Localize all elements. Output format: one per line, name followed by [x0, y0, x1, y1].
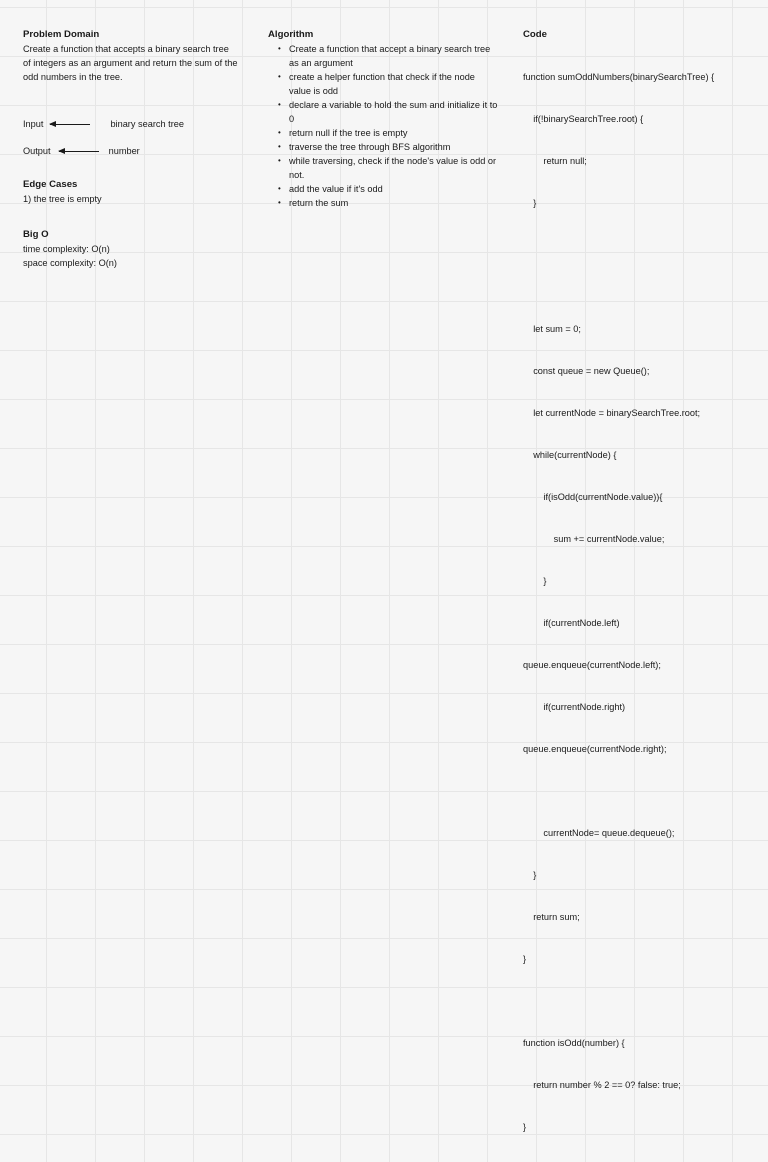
edge-cases-heading: Edge Cases — [23, 179, 78, 190]
algorithm-step: • create a helper function that check if the node value is odd — [268, 70, 498, 98]
code-line: if(currentNode.right) — [523, 702, 626, 712]
algorithm-section — [268, 28, 498, 210]
code-line: if(!binarySearchTree.root) { — [523, 114, 644, 124]
code-line: function isOdd(number) { — [523, 1038, 625, 1048]
time-complexity: time complexity: O(n) — [23, 244, 110, 254]
code-line — [523, 238, 763, 252]
input-value: binary search tree — [110, 119, 184, 129]
output-arrow — [59, 151, 99, 152]
code-line: } — [523, 1122, 527, 1132]
problem-domain-section — [23, 28, 238, 84]
big-o-heading: Big O — [23, 229, 49, 240]
problem-domain-heading: Problem Domain — [23, 29, 100, 40]
code-line: function sumOddNumbers(binarySearchTree) { — [523, 72, 715, 82]
code-block — [523, 42, 763, 1162]
output-value: number — [108, 146, 140, 156]
space-complexity: space complexity: O(n) — [23, 258, 117, 268]
code-line — [523, 280, 763, 294]
code-line: queue.enqueue(currentNode.right); — [523, 744, 667, 754]
code-line: if(isOdd(currentNode.value)){ — [523, 492, 663, 502]
input-row — [23, 117, 184, 131]
code-line: sum += currentNode.value; — [523, 534, 665, 544]
algorithm-heading: Algorithm — [268, 29, 314, 40]
code-line: } — [523, 954, 527, 964]
edge-cases-section — [23, 178, 238, 206]
problem-description: Create a function that accepts a binary search tree of integers as an argument and return the sum of the odd numbers in the tree. — [23, 44, 238, 82]
code-line: while(currentNode) { — [523, 450, 617, 460]
code-line: } — [523, 576, 547, 586]
big-o-section — [23, 228, 238, 270]
code-heading: Code — [523, 29, 547, 40]
code-section — [523, 28, 763, 1162]
input-label: Input — [23, 119, 44, 129]
code-line: currentNode= queue.dequeue(); — [523, 828, 675, 838]
code-line: let currentNode = binarySearchTree.root; — [523, 408, 701, 418]
algorithm-step: • declare a variable to hold the sum and initialize it to 0 — [268, 98, 498, 126]
code-line: } — [523, 870, 537, 880]
code-line: return number % 2 == 0? false: true; — [523, 1080, 681, 1090]
code-line: let sum = 0; — [523, 324, 581, 334]
code-line: const queue = new Queue(); — [523, 366, 650, 376]
code-line: queue.enqueue(currentNode.left); — [523, 660, 661, 670]
code-line: if(currentNode.left) — [523, 618, 620, 628]
algorithm-steps — [268, 42, 498, 210]
code-line: return null; — [523, 156, 587, 166]
algorithm-step: • add the value if it's odd — [268, 182, 498, 196]
algorithm-step: • return the sum — [268, 196, 498, 210]
output-row — [23, 144, 140, 158]
code-line: } — [523, 198, 537, 208]
algorithm-step: • while traversing, check if the node's value is odd or not. — [268, 154, 498, 182]
algorithm-step: • Create a function that accept a binary search tree as an argument — [268, 42, 498, 70]
code-line — [523, 784, 763, 798]
algorithm-step: • return null if the tree is empty — [268, 126, 498, 140]
output-label: Output — [23, 146, 51, 156]
algorithm-step: • traverse the tree through BFS algorithm — [268, 140, 498, 154]
edge-case-item: 1) the tree is empty — [23, 194, 102, 204]
code-line: return sum; — [523, 912, 580, 922]
input-arrow — [50, 124, 90, 125]
code-line — [523, 994, 763, 1008]
